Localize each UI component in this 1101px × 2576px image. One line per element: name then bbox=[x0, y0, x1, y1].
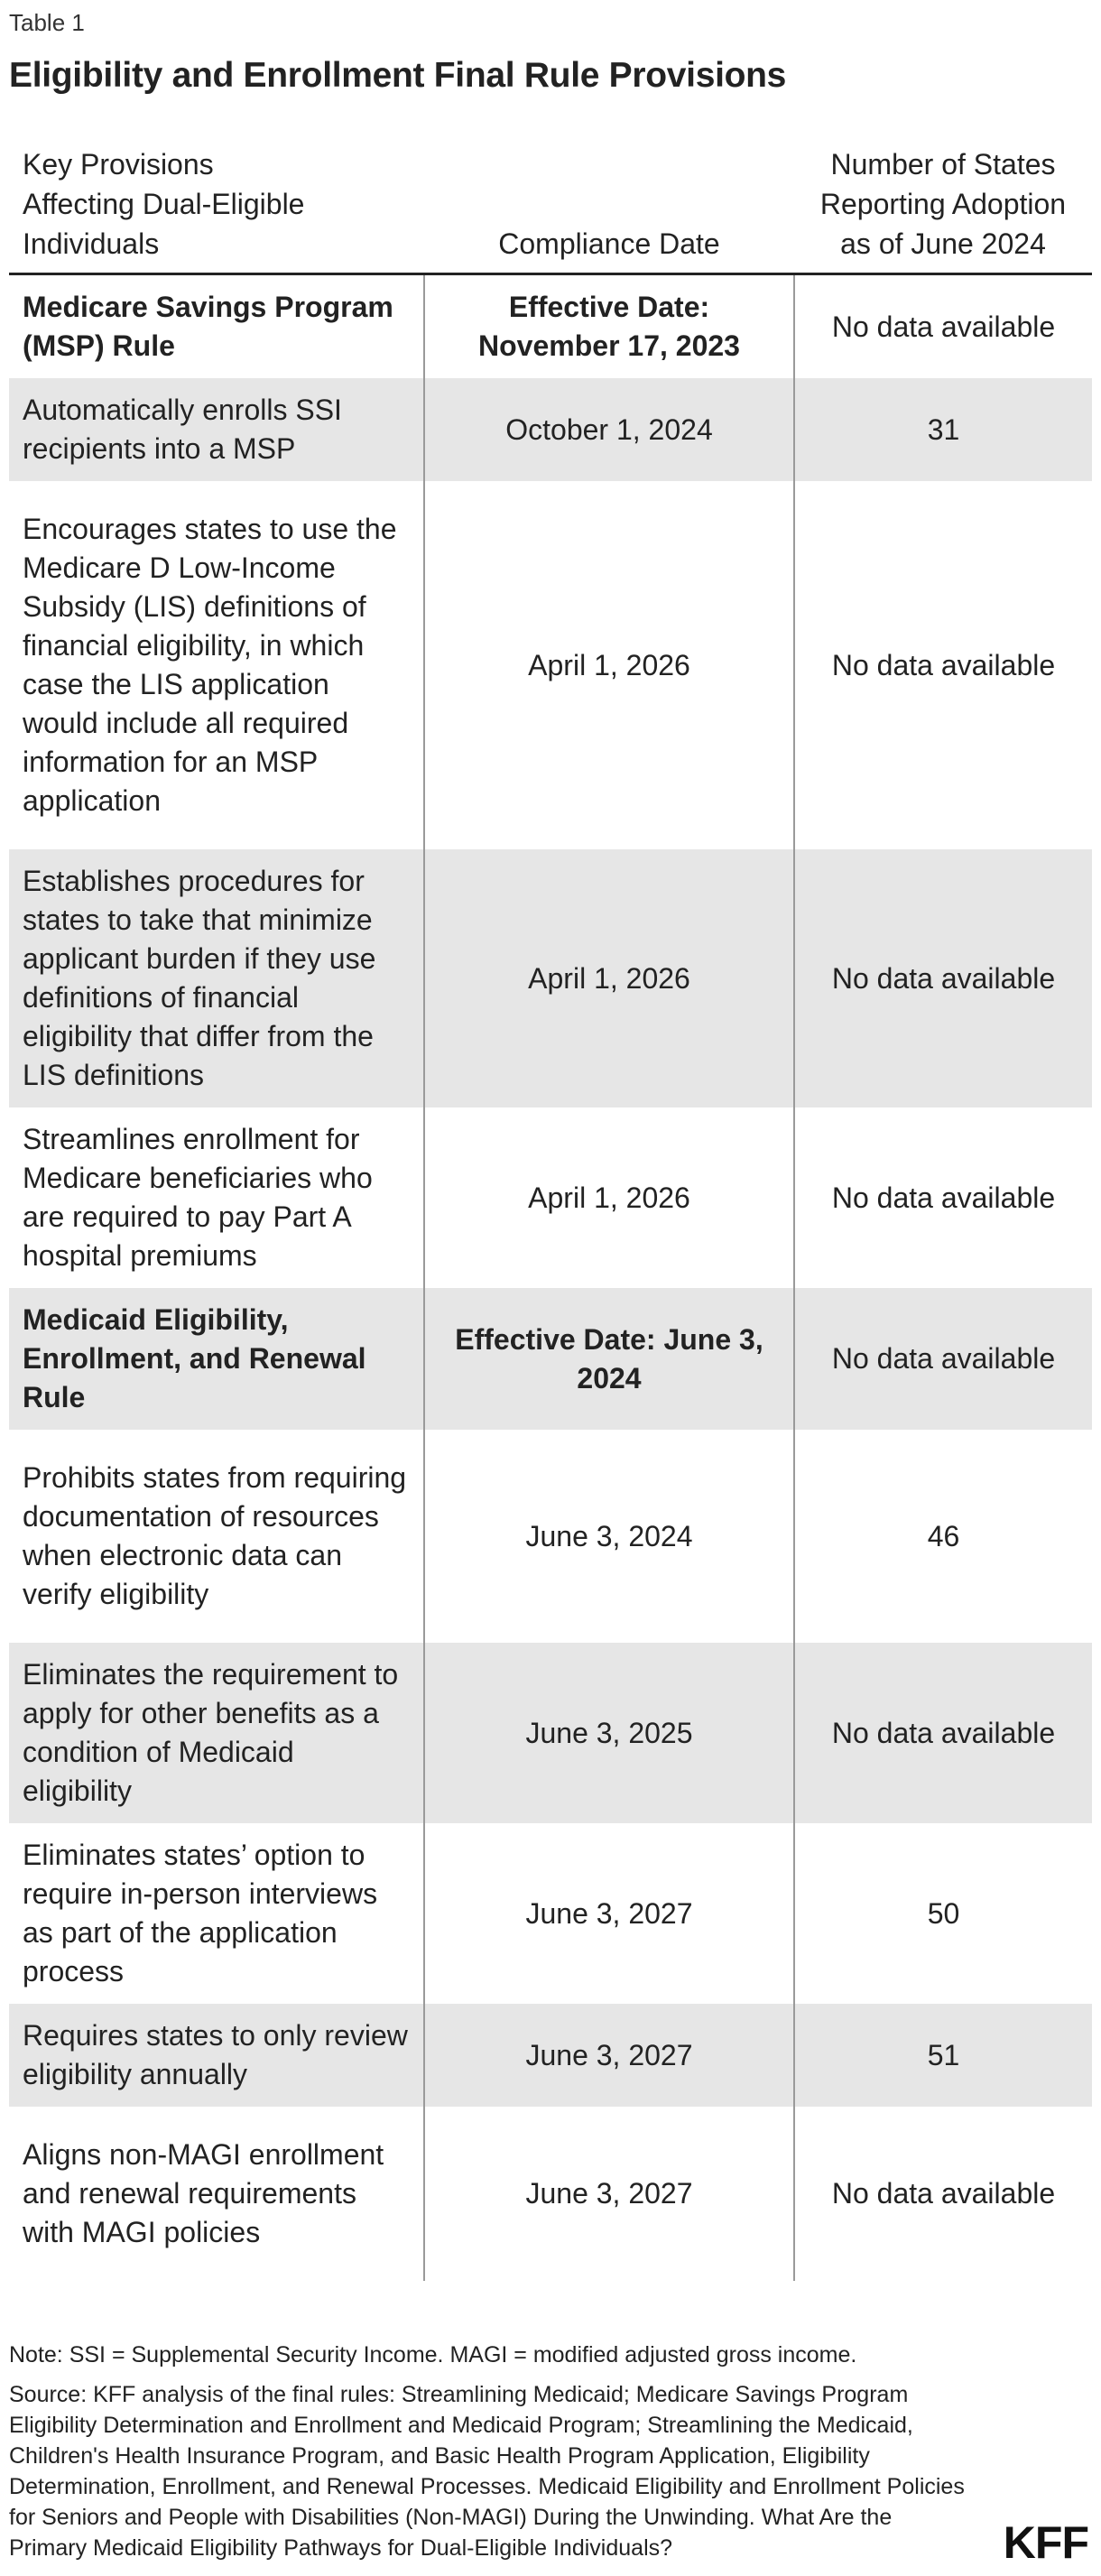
source-note: Source: KFF analysis of the final rules: Streamlining Medicaid; Medicare Savings Program Eligibility Determination and Enrollment and Medicaid Program; Streamlining the Medicaid, Children's Health Insurance Program, and Basic Health Program Application, Eligibility Determination, Enrollment, and Renewal Processes. Medicaid Eligibility and Enrollment Policies for Seniors and People with Disabilities (Non-MAGI) During the Unwinding. What Are the Primary Medicaid Eligibility Pathways for Dual-Eligible Individuals? bbox=[9, 2382, 965, 2561]
compliance-date-cell: October 1, 2024 bbox=[424, 378, 794, 481]
table-row bbox=[9, 1643, 1092, 1823]
kff-logo: KFF bbox=[1003, 2517, 1088, 2568]
provision-cell: Medicaid Eligibility, Enrollment, and Renewal Rule bbox=[9, 1288, 424, 1430]
compliance-date-cell: June 3, 2027 bbox=[424, 2004, 794, 2107]
column-header-provisions: Key Provisions Affecting Dual-Eligible Individuals bbox=[9, 144, 424, 274]
table-row bbox=[9, 849, 1092, 1107]
compliance-date-cell: Effective Date: June 3, 2024 bbox=[424, 1288, 794, 1430]
states-count-cell: No data available bbox=[794, 849, 1092, 1107]
provision-cell: Automatically enrolls SSI recipients into a MSP bbox=[9, 378, 424, 481]
table-row bbox=[9, 1430, 1092, 1643]
states-count-cell: No data available bbox=[831, 2177, 1056, 2210]
table-row bbox=[9, 1107, 1092, 1288]
table-row bbox=[9, 1823, 1092, 2004]
provision-cell: Streamlines enrollment for Medicare beneficiaries who are required to pay Part A hospital premiums bbox=[9, 1107, 424, 1288]
states-count-cell: 31 bbox=[794, 378, 1092, 481]
states-count-cell: 50 bbox=[927, 1896, 960, 1930]
table-row bbox=[9, 378, 1092, 481]
column-header-compliance-date: Compliance Date bbox=[424, 144, 794, 274]
states-count-cell: No data available bbox=[794, 1288, 1092, 1430]
footnote: Note: SSI = Supplemental Security Income. MAGI = modified adjusted gross income. bbox=[9, 2342, 857, 2368]
table-row bbox=[9, 2004, 1092, 2107]
table-label: Table 1 bbox=[9, 9, 85, 36]
table-header-row bbox=[9, 144, 1092, 274]
table-row bbox=[9, 481, 1092, 849]
page-title: Eligibility and Enrollment Final Rule Provisions bbox=[9, 56, 787, 95]
provision-cell: Prohibits states from requiring documentation of resources when electronic data can verify eligibility bbox=[9, 1430, 424, 1643]
states-count-cell: No data available bbox=[831, 648, 1056, 681]
provisions-table bbox=[9, 144, 1092, 2281]
provision-cell: Requires states to only review eligibility annually bbox=[9, 2004, 424, 2107]
compliance-date-cell: Effective Date: November 17, 2023 bbox=[424, 274, 794, 379]
states-count-cell: 51 bbox=[794, 2004, 1092, 2107]
table-row-section-medicaid bbox=[9, 1288, 1092, 1430]
compliance-date-cell: April 1, 2026 bbox=[424, 849, 794, 1107]
compliance-date-cell: April 1, 2026 bbox=[424, 1107, 794, 1288]
table-row-section-msp bbox=[9, 274, 1092, 379]
states-count-cell: 46 bbox=[927, 1519, 960, 1552]
compliance-date-cell: June 3, 2027 bbox=[424, 1823, 794, 2004]
compliance-date-cell: April 1, 2026 bbox=[424, 481, 794, 849]
states-count-cell: No data available bbox=[831, 1181, 1056, 1214]
states-count-cell: No data available bbox=[831, 310, 1056, 343]
compliance-date-cell: June 3, 2025 bbox=[424, 1643, 794, 1823]
provision-cell: Medicare Savings Program (MSP) Rule bbox=[9, 274, 424, 379]
provision-cell: Aligns non-MAGI enrollment and renewal requirements with MAGI policies bbox=[9, 2107, 424, 2281]
column-header-states-adoption: Number of States Reporting Adoption as of June 2024 bbox=[794, 144, 1092, 274]
compliance-date-cell: June 3, 2024 bbox=[424, 1430, 794, 1643]
compliance-date-cell: June 3, 2027 bbox=[424, 2107, 794, 2281]
states-count-cell: No data available bbox=[794, 1643, 1092, 1823]
table-row bbox=[9, 2107, 1092, 2281]
provision-cell: Eliminates states’ option to require in-person interviews as part of the application process bbox=[9, 1823, 424, 2004]
provision-cell: Eliminates the requirement to apply for other benefits as a condition of Medicaid eligibility bbox=[9, 1643, 424, 1823]
provision-cell: Establishes procedures for states to take that minimize applicant burden if they use definitions of financial eligibility that differ from the LIS definitions bbox=[9, 849, 424, 1107]
provision-cell: Encourages states to use the Medicare D Low-Income Subsidy (LIS) definitions of financial eligibility, in which case the LIS application would include all required information for an MSP application bbox=[9, 481, 424, 849]
